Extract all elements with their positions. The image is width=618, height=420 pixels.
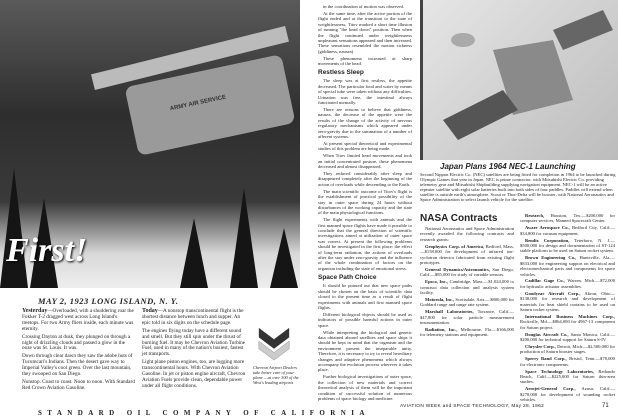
contractor-name: International Business Machines Corp.,: [525, 313, 615, 319]
paragraph: There are reasons to believe that giddiness, nausea, the decrease of the appetite were the results of the change of the activity of nervous regulatory mechanisms which appeared under zero-gravity due to the summation of a number of afferent systems.: [318, 107, 412, 140]
contract-item: [420, 309, 514, 325]
subheading-restless-sleep: Restless Sleep: [318, 69, 364, 77]
article-column-1: [318, 4, 412, 403]
contract-detail: Akron, Ohio—$138,000 for research and development of materials for heat shield curtains to be used on Saturn rocket system.: [520, 290, 615, 312]
contractor-name: Space Technology Laboratories,: [525, 368, 595, 374]
contract-detail: San Diego, Calif.—$85,000 for study of variable sensors.: [420, 266, 514, 278]
contract-detail: Torrance, Calif.—$47,800 for solar particle measurement instrumentation.: [420, 309, 514, 325]
ad-today-column: [142, 309, 248, 392]
contract-item: [420, 244, 514, 266]
paragraph: While interpreting the biological and genetic data obtained aboard satellites and space ships it should be kept in mind that the organism and the environment present the inseparable unity. Therefore, it is necessary to try to reveal hereditary changes and adaptive phenomena which always accompany the evolution process wherever it takes place.: [318, 329, 413, 373]
nec1-satellite-photo: [420, 0, 618, 160]
ad-yesterday-column: [22, 309, 136, 394]
paragraph: Different biological objects should be used as indicators of possible harmful actions in outer space.: [318, 311, 412, 328]
tree: [180, 218, 208, 288]
paragraph: in the coordination of motion was observed.: [323, 4, 405, 9]
ad-paragraph-text: Light plane piston engines, too, are logging more transcontinental hours. With Chevron Aviation Gasoline. In jet or piston engine aircraft, Chevron Aviation Fuels provide clean, dependable power under all flight conditions.: [142, 359, 246, 389]
paragraph: The flight experiments with animals and the first manned space flights have made it possible to conclude that the general direction of scientific investigations aimed at utilization of outer space was correct. At present the following problems should be investigated in the first place: the effect of long-term radiation, the actions of overloads after the stay under zero-gravity and the influence of the whole combination of factors on the organism including the state of emotional stress.: [318, 217, 412, 271]
ad-paragraph: [142, 329, 248, 359]
paragraph: Further biological investigations of outer space, the collection of new materials and correct theoretical analysis of them will be the important condition of successful solution of numerous problems of space biology and medicine.: [318, 374, 412, 401]
contract-item: [420, 267, 514, 278]
ad-dateline: MAY 2, 1923 LONG ISLAND, N. Y.: [38, 296, 179, 306]
ad-paragraph-text: The engines flying today have a different sound and smell. But they still spin under the thrust of burning fuel. It may be Chevron Aviation Turbine Fuel, used in many of the nation's busiest, fastest jet transports.: [142, 327, 246, 358]
article-column-2: [420, 226, 514, 339]
article-column-3: [520, 213, 615, 404]
contract-detail: Detroit, Mich.—$2,500,000 for production of Saturn booster stages.: [520, 343, 615, 355]
chevron-logo-icon: [256, 326, 292, 362]
photo-title: Japan Plans 1964 NEC-1 Launching: [440, 162, 576, 171]
ad-company-name: STANDARD OIL COMPANY OF CALIFORNIA: [38, 409, 370, 417]
paragraph: At present special theoretical and experimental studies of this problem are being made.: [318, 140, 412, 152]
contractor-name: Cadillac Gage Co.,: [525, 278, 565, 284]
contractor-name: Research,: [525, 213, 545, 218]
tree: [0, 168, 28, 288]
paragraph: It should be pointed out that new space paths should be chosen on the basis of scientific data closed to the present time as a result of flight experiments with animals and first manned space flights.: [318, 283, 412, 310]
ad-paragraph: [22, 380, 136, 392]
contract-detail: Melbourne, Fla.—$166,000 for telemetry stations and equipment.: [420, 326, 514, 338]
contract-item: [520, 369, 615, 385]
ad-paragraph-text: Down through clear dawn they saw the adobe huts of Tucumcari's Indians. Then the desert gave way to Imperial Valley's cool green. Over the last mountain, they swooped on San Diego.: [22, 353, 133, 378]
contract-detail: Huntsville, Ala.—$833,000 for engineering support on electrical and electromechanical parts and components for space vehicles.: [520, 255, 615, 277]
contract-item: [520, 213, 615, 224]
ad-paragraph-lead: Today: [142, 308, 158, 314]
paragraph: At the same time, after the active portion of the flight ended and at the transition to the state of weightlessness, Titov marked a short time illusion of running "the head down" position. Then when the flight continued under weightlessness unpleasant sensations appeared and then increased. These sensations resembled the motion sickness (giddiness, nausea).: [318, 10, 412, 54]
contractor-name: Chrysler Corp.,: [525, 343, 556, 349]
contractor-name: Marshall Laboratories,: [425, 309, 474, 315]
tree: [270, 228, 298, 288]
ad-paragraph: [142, 309, 248, 327]
ad-paragraph: [142, 360, 248, 390]
contract-detail: Azusa, Calif.—$278,000 for development of sounding rocket vehicles.: [520, 386, 615, 403]
ad-paragraph-text: —A nonstop transcontinental flight is the shortest distance between lunch and supper. An epic told in six digits on the schedule page.: [142, 308, 244, 326]
contractor-name: General Dynamics/Astronautics,: [425, 266, 490, 272]
paragraph: These phenomena increased at sharp movements of the head.: [318, 55, 412, 67]
contract-detail: Bedford, Mass.—$158,000 for development of infrared ion-cyclotron detector fabricated from existing flight prototypes.: [420, 243, 514, 265]
ad-headline: First!: [6, 232, 88, 269]
contractor-name: Sperry Rand Corp.,: [525, 356, 567, 362]
contract-detail: Bristol, Tenn.—$78,000 for electronic components.: [520, 356, 615, 367]
contractor-name: Epsco, Inc.,: [425, 279, 449, 285]
page-number: 71: [602, 403, 609, 409]
contract-detail: Santa Monica, Calif.—$200,000 for technical support for Saturn S-IV.: [520, 331, 616, 343]
contract-detail: Rockville, Md.—$864,000 for 4967-13 component for Saturn project.: [520, 319, 615, 330]
ad-paragraph-lead: Yesterday: [22, 308, 48, 314]
contract-detail: Warren, Mich.—$72,000 for hydraulic actuator assemblies.: [520, 278, 615, 289]
contract-item: [520, 225, 615, 236]
ad-paragraph-text: —Overloaded, with a shuddering roar the Fokker T-2 dragged west across Long Island's treetops. For two Army fliers inside, each minute was eternity.: [22, 308, 134, 332]
contractor-name: Douglas Aircraft Co.,: [525, 331, 569, 337]
contract-detail: Teterboro, N. J.—$500,000 for design and documentation of ST-124 stable platform to be used on Saturn rocket system.: [520, 237, 615, 254]
contract-item: [520, 332, 615, 343]
contract-item: [420, 327, 514, 338]
contractor-name: Radiation, Inc.,: [425, 326, 458, 332]
paragraph: The main scientific outcome of Titov's flight is the establishment of practical possibility of the stay in outer space during 24 hours without disturbances of the working capacity and the state of the main physiological functions.: [318, 188, 412, 216]
contractor-name: Aware Aerospace Co.,: [525, 225, 570, 231]
contract-item: [520, 356, 615, 367]
ad-paragraph-text: Nonstop. Coast to coast. Noon to noon. With Standard Red Crown Aviation Gasoline.: [22, 378, 135, 391]
contractor-name: Goodyear Aircraft Corp.,: [525, 290, 581, 296]
contractor-name: Aerojet-General Corp.,: [525, 386, 576, 392]
page-footer: AVIATION WEEK and SPACE TECHNOLOGY, May 28, 1962: [400, 404, 545, 409]
photo-caption: Second Nippon Electric Co. (NEC) satellites are being fitted for completion in 1964 to be launched during Olympic Games that year in Japan. NEC is prime contractor, with Mitsubishi Electric Co. providing telemetry gear and Mitsubishi Shipbuilding supplying navigation equipment. NEC-1 will be an active repeater satellite with eight solar batteries built into both sides of four paddles. Paddles will extend when satellite is outside earth's atmosphere. Scout or Thor-Delta will be booster, with National Aeronautics and Space Administration to select launch vehicle for the satellite.: [420, 172, 616, 202]
contract-item: [520, 238, 615, 254]
contractor-name: Brown Engineering Co.,: [525, 255, 577, 261]
chevron-caption: Chevron Airport Dealers take better care of your plane —at over 300 of the West's leading airports: [253, 365, 299, 385]
nasa-contracts-heading: NASA Contracts: [420, 213, 498, 224]
contract-detail: Bedford City, Calif.—$34,800 for vacuum equipment.: [520, 225, 615, 236]
contract-detail: Houston, Tex.—$200,000 for computer services, Manned Spacecraft Center.: [520, 213, 615, 224]
contractor-name: Motorola, Inc.,: [425, 296, 455, 302]
contractor-name: Geophysics Corp. of America,: [425, 243, 485, 249]
paragraph: When Titov limited head movements and took an initial concentrated posture, these phenomena decreased and almost disappeared.: [318, 153, 412, 170]
paragraph: The sleep was at first restless, the appetite decreased. The particular food and water by means of special tube were taken without any difficulties. Urination was free, the intestinal always functioned normally.: [318, 78, 412, 106]
ad-paragraph: [22, 335, 136, 353]
plane-marking: ARMY AIR SERVICE: [169, 94, 227, 113]
contract-item: [420, 279, 514, 295]
contract-item: [520, 386, 615, 402]
contract-item: [520, 344, 615, 355]
contractor-name: Bendix Corporation,: [525, 237, 570, 243]
contract-detail: Scottsdale, Ariz.—$800,000 for Goddard range and range rate system.: [420, 296, 514, 308]
contract-item: [520, 255, 615, 277]
ad-paragraph: [22, 309, 136, 333]
contract-item: [520, 314, 615, 330]
tree: [230, 188, 258, 288]
nasa-intro: National Aeronautics and Space Administration recently awarded the following contracts and research grants:: [420, 226, 514, 242]
contract-detail: Redondo Beach, Calif.—$225,000 for Saturn thin-area studies.: [520, 368, 615, 385]
paragraph: They reduced considerably after sleep and disappeared completely after the beginning of the action of overloads while descending to the Earth.: [318, 170, 412, 187]
contract-item: [520, 291, 615, 313]
contract-detail: Cambridge, Mass.—$1,024,000 to construct data collection and analysis system facility.: [420, 279, 515, 295]
ad-paragraph-text: Crossing Dayton at dusk, they plunged on through a night of drizzling clouds and passed a glow in the ooze was St. Louis. It was.: [22, 333, 131, 352]
contract-item: [520, 278, 615, 289]
ad-paragraph: [22, 354, 136, 378]
subheading-space-path-choice: Space Path Choice: [318, 274, 377, 282]
contract-item: [420, 297, 514, 308]
